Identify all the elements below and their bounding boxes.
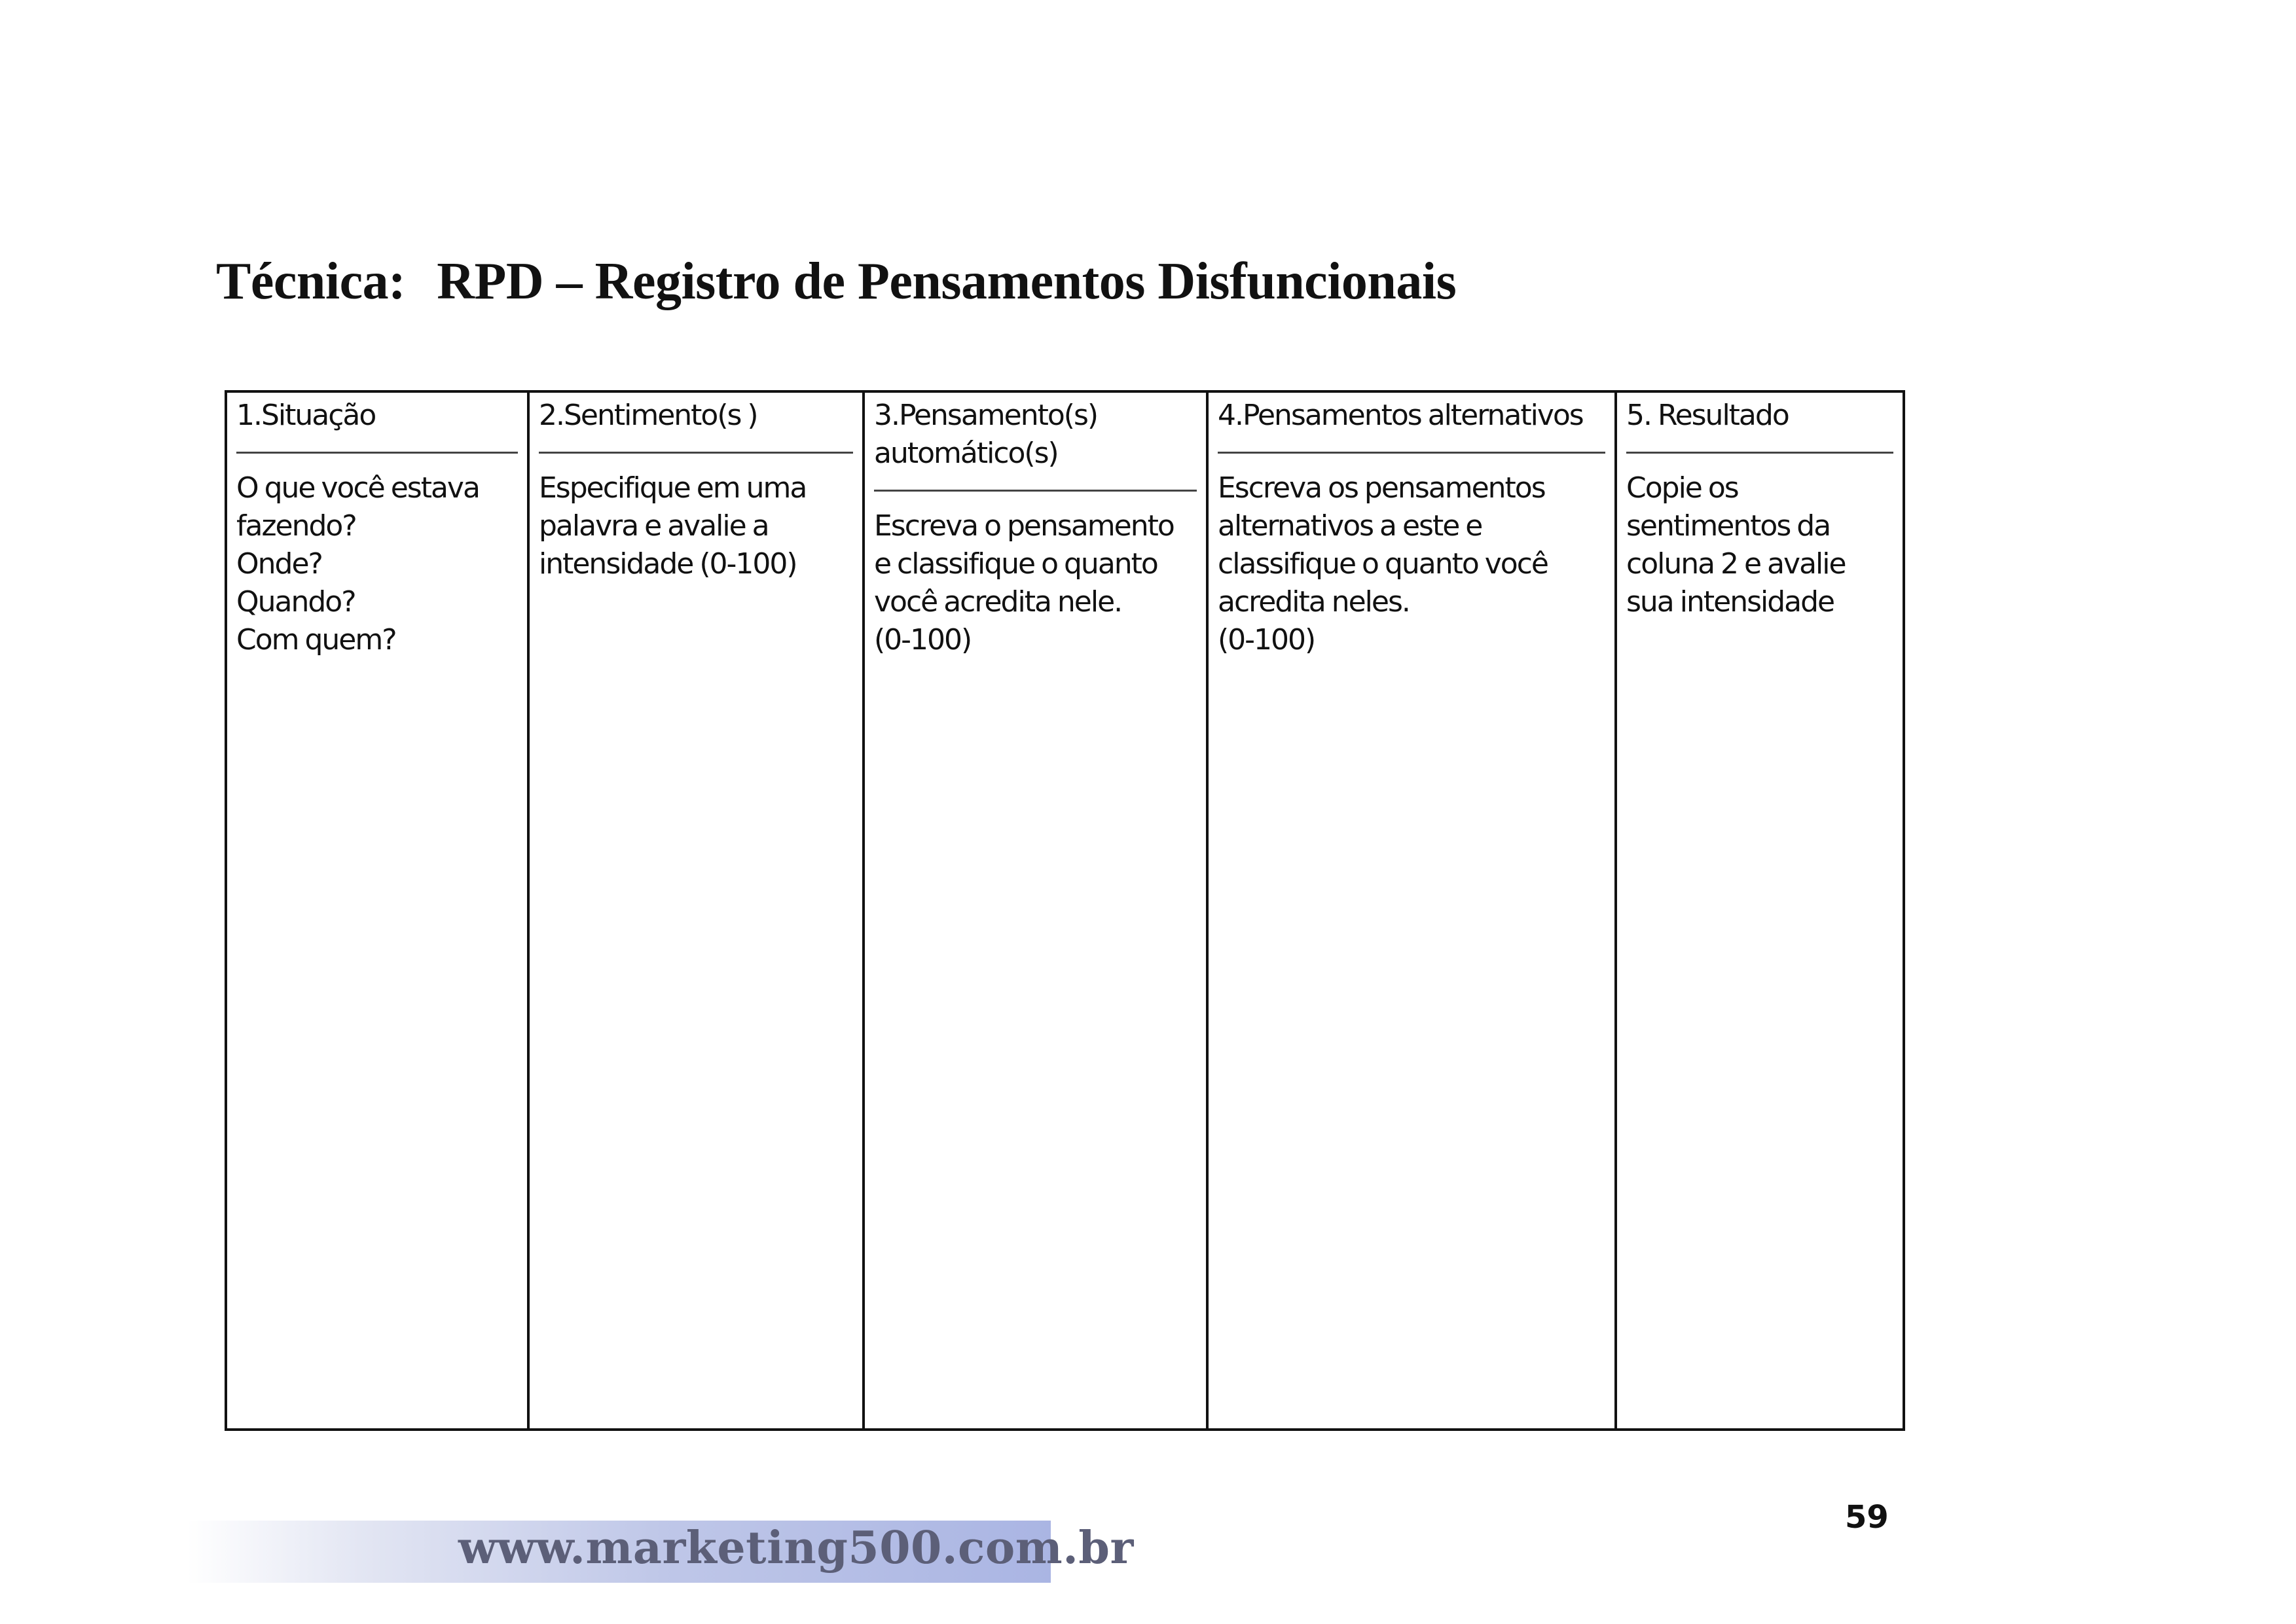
column-description-line: Especifique em uma (539, 471, 807, 505)
column-description-line: e classifique o quanto (874, 547, 1157, 581)
column-description-line: fazendo? (236, 509, 356, 543)
column-description-line: alternativos a este e (1218, 509, 1482, 543)
column-description-line: classifique o quanto você (1218, 547, 1548, 581)
column-pensamentos-alternativos (1207, 391, 1616, 1430)
rpd-table (225, 390, 1905, 1431)
column-sentimento (528, 391, 864, 1430)
column-header-pensamento-automatico: 3.Pensamento(s) automático(s) (874, 399, 1098, 470)
column-description-line: sua intensidade (1626, 585, 1834, 619)
column-description-line: Onde? (236, 547, 322, 581)
column-divider-line (236, 452, 518, 454)
column-description-line: Escreva o pensamento (874, 509, 1174, 543)
column-divider-line (874, 490, 1197, 492)
page-title (216, 252, 1456, 312)
column-description-line: O que você estava (236, 471, 479, 505)
column-description-line: Quando? (236, 585, 355, 619)
title-label: Técnica: (216, 253, 406, 310)
column-pensamento-automatico (864, 391, 1207, 1430)
column-divider-line (1218, 452, 1605, 454)
column-description-line: acredita neles. (1218, 585, 1410, 619)
column-divider-line (1626, 452, 1893, 454)
column-description-line: Escreva os pensamentos (1218, 471, 1545, 505)
page-number: 59 (1845, 1499, 1889, 1536)
column-situacao (226, 391, 528, 1430)
column-description-line: Com quem? (236, 623, 396, 657)
footer-website-url: www.marketing500.com.br (458, 1522, 1134, 1574)
column-header-resultado: 5. Resultado (1626, 399, 1789, 432)
column-description-line: (0-100) (874, 623, 972, 657)
column-description-line: você acredita nele. (874, 585, 1122, 619)
column-header-pensamentos-alternativos: 4.Pensamentos alternativos (1218, 399, 1583, 432)
column-header-sentimento: 2.Sentimento(s ) (539, 399, 757, 432)
column-description-line: intensidade (0-100) (539, 547, 797, 581)
column-resultado (1616, 391, 1904, 1430)
column-description-line: Copie os (1626, 471, 1738, 505)
column-divider-line (539, 452, 853, 454)
column-description-line: palavra e avalie a (539, 509, 769, 543)
column-description-line: coluna 2 e avalie (1626, 547, 1846, 581)
column-description-line: (0-100) (1218, 623, 1315, 657)
column-description-line: sentimentos da (1626, 509, 1831, 543)
title-text: RPD – Registro de Pensamentos Disfuncionais (437, 253, 1457, 310)
table-row (226, 391, 1904, 1430)
column-header-situacao: 1.Situação (236, 399, 376, 432)
